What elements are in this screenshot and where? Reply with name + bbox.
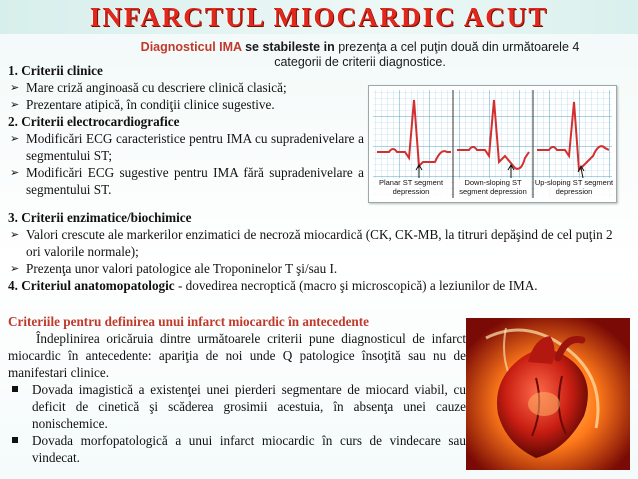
ecg-label-down-sloping: Down-sloping ST segment depression <box>459 178 527 196</box>
intro-bold: se stabileste in <box>241 40 335 54</box>
criteria4-text: - dovedirea necroptică (macro şi microscopică) a leziunilor de IMA. <box>174 278 538 293</box>
ecg-label-up-sloping: Up-sloping ST segment depression <box>534 178 614 196</box>
criteria-clinical-block <box>8 62 364 198</box>
intro-highlight: Diagnosticul IMA <box>140 40 242 54</box>
page-title: INFARCTUL MIOCARDIC ACUT <box>89 2 549 32</box>
criteria2-heading: 2. Criterii electrocardiografice <box>8 114 180 129</box>
ecg-figure <box>368 85 617 203</box>
criteria4-line <box>8 277 626 294</box>
previous-mi-heading: Criteriile pentru definirea unui infarct miocardic în antecedente <box>8 314 370 329</box>
intro-rest: prezenţa a cel puţin două din următoarele 4 categorii de criterii diagnostice. <box>274 40 580 69</box>
criteria1-item: ➢ Mare criză anginoasă cu descriere clinică clasică; <box>8 79 364 96</box>
previous-mi-item: Dovada morfopatologică a unui infarct miocardic în curs de vindecare sau vindecat. <box>8 432 466 466</box>
ecg-label-planar: Planar ST segment depression <box>378 178 444 196</box>
previous-mi-block <box>8 313 466 466</box>
criteria3-heading: 3. Criterii enzimatice/biochimice <box>8 210 192 225</box>
criteria4-heading: 4. Criteriul anatomopatologic <box>8 278 175 293</box>
criteria-lab-block <box>8 209 626 294</box>
heart-image <box>466 318 630 470</box>
criteria3-item: ➢ Valori crescute ale markerilor enzimatici de necroză miocardică (CK, CK-MB, la titruri depăşind de cel puţin 2 ori valorile normale); <box>8 226 626 260</box>
criteria3-item: ➢ Prezenţa unor valori patologice ale Troponinelor T şi/sau I. <box>8 260 626 277</box>
criteria2-item: ➢ Modificări ECG sugestive pentru IMA fără supradenivelare a segmentului ST. <box>8 164 364 198</box>
previous-mi-item: Dovada imagistică a existenţei unei pierderi segmentare de miocard viabil, cu deficit de cinetică şi scăderea grosimii acestuia, în absenţa unei cauze nonischemice. <box>8 381 466 432</box>
criteria2-item: ➢ Modificări ECG caracteristice pentru IMA cu supradenivelare a segmentului ST; <box>8 130 364 164</box>
criteria1-item: ➢ Prezentare atipică, în condiţii clinice sugestive. <box>8 96 364 113</box>
criteria1-heading: 1. Criterii clinice <box>8 63 103 78</box>
previous-mi-paragraph: Îndeplinirea oricăruia dintre următoarele criterii pune diagnosticul de infarct miocardic în antecedente: apariţia de noi unde Q patologice însoţită sau nu de manifestari clinice. <box>8 331 466 380</box>
heart-illustration <box>466 318 630 470</box>
